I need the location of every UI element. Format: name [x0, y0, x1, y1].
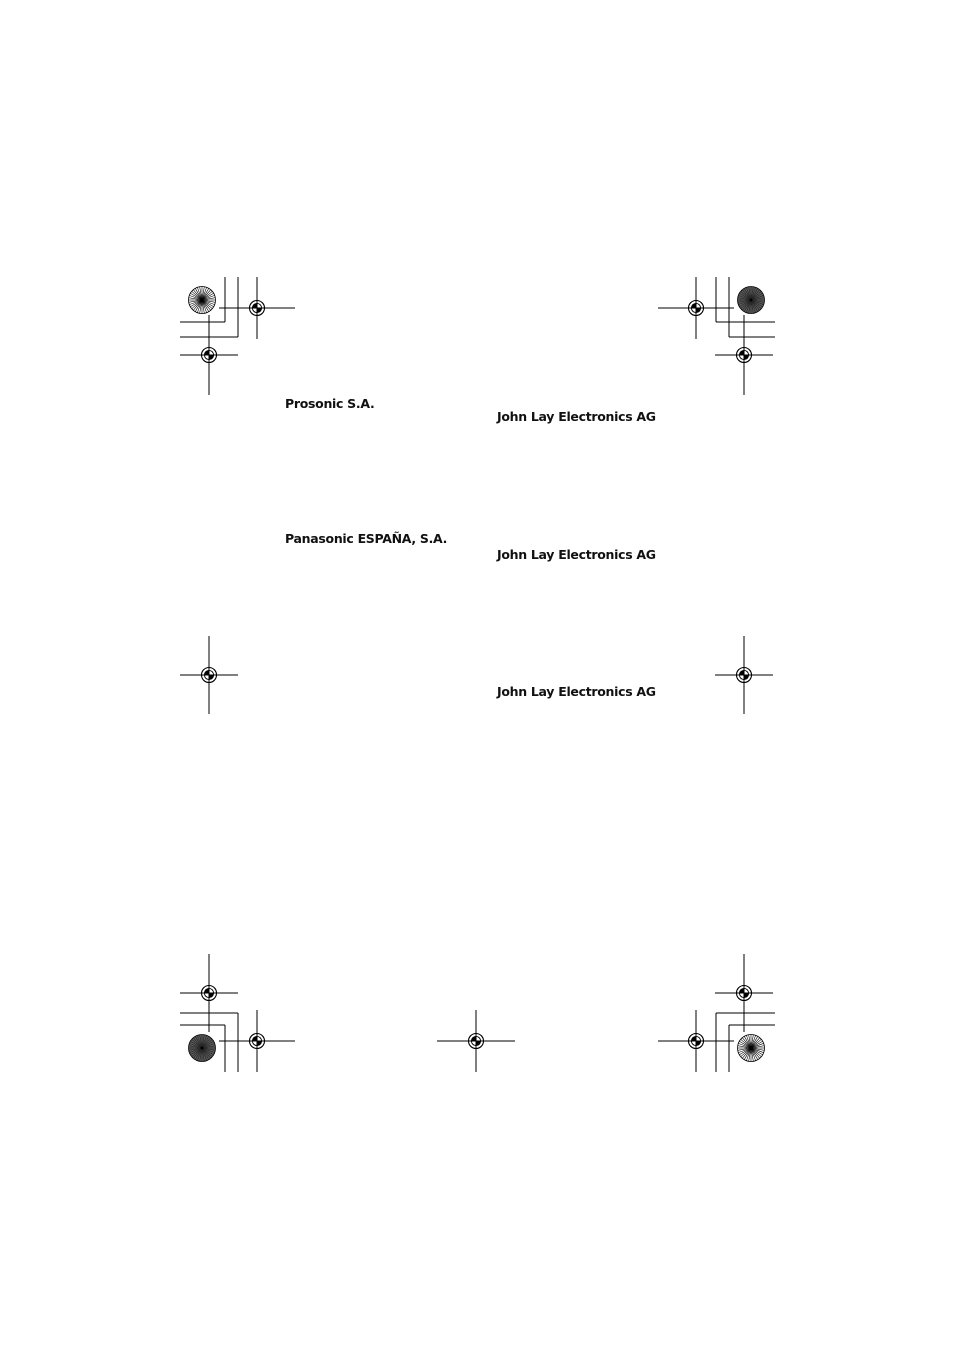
crop-marks [180, 277, 775, 1072]
registration-marks [180, 277, 773, 1072]
sunburst-colorbar-icon [189, 1035, 216, 1062]
address-heading-prosonic: Prosonic S.A. [285, 396, 375, 411]
sunburst-colorbar-icon [738, 1035, 765, 1062]
registration-mark-icon [715, 954, 773, 1032]
sunburst-colorbar-icon [189, 287, 216, 314]
registration-mark-icon [180, 954, 238, 1032]
address-heading-john-lay-2: John Lay Electronics AG [497, 547, 656, 562]
address-heading-john-lay-1: John Lay Electronics AG [497, 409, 656, 424]
sunburst-marks [189, 287, 765, 1062]
address-heading-john-lay-3: John Lay Electronics AG [497, 684, 656, 699]
registration-mark-icon [715, 636, 773, 714]
registration-mark-icon [180, 636, 238, 714]
registration-mark-icon [437, 1010, 515, 1072]
registration-mark-icon [219, 277, 295, 339]
sunburst-colorbar-icon [738, 287, 765, 314]
address-heading-panasonic-espana: Panasonic ESPAÑA, S.A. [285, 531, 448, 546]
registration-mark-icon [180, 315, 238, 395]
registration-mark-icon [658, 277, 734, 339]
registration-mark-icon [219, 1010, 295, 1072]
registration-mark-icon [715, 315, 773, 395]
registration-mark-icon [658, 1010, 734, 1072]
